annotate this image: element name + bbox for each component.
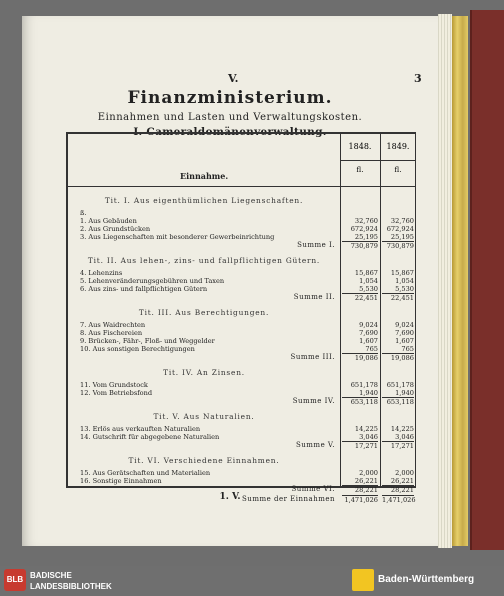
group-title: Tit. VI. Verschiedene Einnahmen. xyxy=(128,456,280,465)
section-mark: V. xyxy=(228,72,239,85)
page-title: Finanzministerium. xyxy=(127,88,333,108)
footer-signature: 1. V. xyxy=(219,492,241,502)
subtotal-1849: 28,221 xyxy=(382,485,414,494)
subtotal-1848: 28,221 xyxy=(342,485,378,494)
total-1849: 1,471,026 xyxy=(382,496,416,504)
value-1848: 26,221 xyxy=(354,477,378,485)
subtotal-label: Summe III. xyxy=(290,353,335,361)
value-1848: 5,530 xyxy=(359,285,378,293)
paragraph-marker: ß. xyxy=(80,209,87,217)
subtotal-label: Summe VI. xyxy=(291,485,335,493)
section-heading: I. Cameraldomänenverwaltung. xyxy=(133,126,327,138)
bw-name: Baden-Württemberg xyxy=(378,574,475,585)
subtotal-1848: 19,086 xyxy=(342,353,378,362)
value-1848: 25,195 xyxy=(354,233,378,241)
value-1848: 7,690 xyxy=(359,329,378,337)
row-label: 13. Erlös aus verkauften Naturalien xyxy=(80,425,201,433)
row-label: 9. Brücken-, Fähr-, Floß- und Weggelder xyxy=(80,337,215,345)
row-label: 10. Aus sonstigen Berechtigungen xyxy=(80,345,195,353)
blb-logo: BLB xyxy=(4,569,26,591)
value-1848: 9,024 xyxy=(359,321,378,329)
row-label: 12. Vom Betriebsfond xyxy=(80,389,153,397)
budget-table xyxy=(66,132,416,504)
value-1849: 14,225 xyxy=(390,425,414,433)
year-header-1848: 1848. xyxy=(348,142,372,151)
unit-header: fl. xyxy=(394,166,402,174)
value-1849: 7,690 xyxy=(395,329,414,337)
subtotal-label: Summe V. xyxy=(295,441,335,449)
value-1849: 1,054 xyxy=(395,277,414,285)
subtotal-label: Summe I. xyxy=(297,241,335,249)
row-label: 15. Aus Gerätschaften und Materialien xyxy=(80,469,211,477)
page-number: 3 xyxy=(414,72,422,85)
year-header-1849: 1849. xyxy=(386,142,410,151)
row-label: 1. Aus Gebäuden xyxy=(80,217,137,225)
row-label: 3. Aus Liegenschaften mit besonderer Gewerbeinrichtung xyxy=(80,233,275,241)
subtotal-1848: 22,451 xyxy=(342,293,378,302)
subtotal-1848: 653,118 xyxy=(342,397,378,406)
einnahme-heading: Einnahme. xyxy=(180,171,229,181)
row-label: 2. Aus Grundstücken xyxy=(80,225,151,233)
value-1848: 765 xyxy=(365,345,378,353)
total-label: Summe der Einnahmen xyxy=(242,495,335,503)
value-1849: 9,024 xyxy=(395,321,414,329)
value-1848: 3,046 xyxy=(359,433,378,441)
value-1848: 1,607 xyxy=(359,337,378,345)
header-rule xyxy=(68,186,416,187)
group-title: Tit. IV. An Zinsen. xyxy=(163,368,245,377)
value-1848: 15,867 xyxy=(354,269,378,277)
gilded-page-edge xyxy=(452,16,468,546)
page-subtitle: Einnahmen und Lasten und Verwaltungskosten. xyxy=(97,112,363,123)
subtotal-1849: 730,879 xyxy=(382,241,414,250)
row-label: 4. Lehenzins xyxy=(80,269,123,277)
row-label: 7. Aus Waidrechten xyxy=(80,321,146,329)
group-title: Tit. II. Aus lehen-, zins- und fallpflichtigen Gütern. xyxy=(87,256,321,265)
value-1849: 2,000 xyxy=(395,469,414,477)
unit-header: fl. xyxy=(356,166,364,174)
value-1849: 26,221 xyxy=(390,477,414,485)
group-title: Tit. III. Aus Berechtigungen. xyxy=(138,308,270,317)
subtotal-1849: 22,451 xyxy=(382,293,414,302)
group-title: Tit. V. Aus Naturalien. xyxy=(153,412,255,421)
book-cover-edge xyxy=(470,10,504,550)
page-stack-edge xyxy=(438,14,452,548)
value-1849: 1,940 xyxy=(395,389,414,397)
subtotal-1849: 17,271 xyxy=(382,441,414,450)
subtotal-1848: 730,879 xyxy=(342,241,378,250)
value-1849: 672,924 xyxy=(386,225,414,233)
subtotal-label: Summe IV. xyxy=(292,397,335,405)
total-1848: 1,471,026 xyxy=(342,495,378,504)
value-1849: 32,760 xyxy=(390,217,414,225)
value-1849: 15,867 xyxy=(390,269,414,277)
blb-name-line2: LANDESBIBLIOTHEK xyxy=(30,582,112,591)
header-rule xyxy=(340,160,416,161)
footer-branding-bar xyxy=(0,566,504,596)
bw-crest-icon xyxy=(352,569,374,591)
blb-name-line1: BADISCHE xyxy=(30,571,72,580)
value-1848: 2,000 xyxy=(359,469,378,477)
value-1849: 765 xyxy=(401,345,414,353)
value-1849: 5,530 xyxy=(395,285,414,293)
subtotal-1848: 17,271 xyxy=(342,441,378,450)
blb-name xyxy=(30,570,112,592)
row-label: 5. Lehenveränderungsgebühren und Taxen xyxy=(80,277,225,285)
value-1849: 1,607 xyxy=(395,337,414,345)
row-label: 16. Sonstige Einnahmen xyxy=(80,477,162,485)
value-1848: 14,225 xyxy=(354,425,378,433)
group-title: Tit. I. Aus eigenthümlichen Liegenschaften. xyxy=(104,196,304,205)
value-1849: 3,046 xyxy=(395,433,414,441)
value-1849: 651,178 xyxy=(386,381,414,389)
subtotal-1849: 19,086 xyxy=(382,353,414,362)
row-label: 6. Aus zins- und fallpflichtigen Gütern xyxy=(80,285,208,293)
value-1848: 672,924 xyxy=(350,225,378,233)
row-label: 8. Aus Fischereien xyxy=(80,329,143,337)
row-label: 11. Vom Grundstock xyxy=(80,381,148,389)
subtotal-label: Summe II. xyxy=(293,293,335,301)
subtotal-1849: 653,118 xyxy=(382,397,414,406)
value-1848: 651,178 xyxy=(350,381,378,389)
value-1849: 25,195 xyxy=(390,233,414,241)
row-label: 14. Gutschrift für abgegebene Naturalien xyxy=(80,433,220,441)
value-1848: 32,760 xyxy=(354,217,378,225)
value-1848: 1,940 xyxy=(359,389,378,397)
value-1848: 1,054 xyxy=(359,277,378,285)
